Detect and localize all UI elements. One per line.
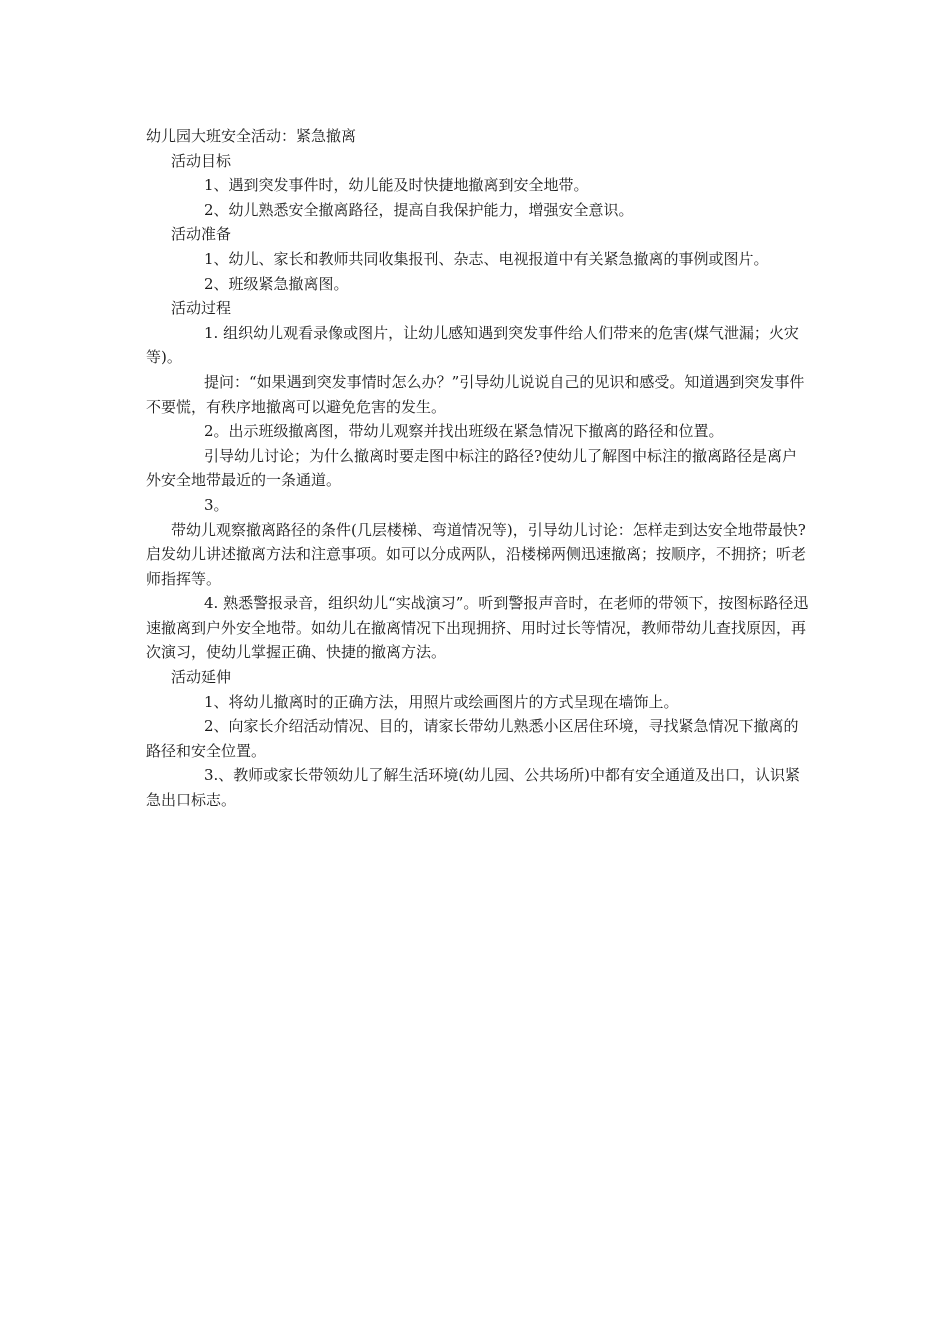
section-heading-process: 活动过程 xyxy=(171,299,232,318)
document-title: 幼儿园大班安全活动：紧急撤离 xyxy=(146,127,357,145)
process-item: 1. 组织幼儿观看录像或图片，让幼儿感知遇到突发事件给人们带来的危害(煤气泄漏；火灾等)。 xyxy=(146,323,799,367)
extension-item: 1、将幼儿撤离时的正确方法，用照片或绘画图片的方式呈现在墙饰上。 xyxy=(204,692,679,711)
extension-item: 2、向家长介绍活动情况、目的，请家长带幼儿熟悉小区居住环境，寻找紧急情况下撤离的路径和安全位置。 xyxy=(146,717,799,760)
goal-item: 2、幼儿熟悉安全撤离路径，提高自我保护能力，增强安全意识。 xyxy=(204,200,634,219)
process-item: 提问：“如果遇到突发事情时怎么办？”引导幼儿说说自己的见识和感受。知道遇到突发事件不要慌，有秩序地撤离可以避免危害的发生。 xyxy=(146,372,805,416)
section-heading-extension: 活动延伸 xyxy=(171,668,232,687)
goal-item: 1、遇到突发事件时，幼儿能及时快捷地撤离到安全地带。 xyxy=(204,176,589,195)
section-heading-goals: 活动目标 xyxy=(171,151,232,170)
process-item: 引导幼儿讨论；为什么撤离时要走图中标注的路径?使幼儿了解图中标注的撤离路径是离户外安全地带最近的一条通道。 xyxy=(146,446,798,490)
process-item: 4. 熟悉警报录音，组织幼儿“实战演习”。听到警报声音时，在老师的带领下，按图标路径迅速撤离到户外安全地带。如幼儿在撤离情况下出现拥挤、用时过长等情况，教师带幼儿查找原因，再次演习，使幼儿掌握正确、快捷的撤离方法。 xyxy=(146,594,809,662)
process-item: 3。 xyxy=(204,495,229,514)
process-item: 带幼儿观察撤离路径的条件(几层楼梯、弯道情况等)，引导幼儿讨论：怎样走到达安全地带最快?启发幼儿讲述撤离方法和注意事项。如可以分成两队，沿楼梯两侧迅速撤离；按顺序，不拥挤；听老师指挥等。 xyxy=(146,520,807,588)
preparation-item: 1、幼儿、家长和教师共同收集报刊、杂志、电视报道中有关紧急撤离的事例或图片。 xyxy=(204,249,769,268)
extension-item: 3.、教师或家长带领幼儿了解生活环境(幼儿园、公共场所)中都有安全通道及出口，认识紧急出口标志。 xyxy=(146,766,801,810)
preparation-item: 2、班级紧急撤离图。 xyxy=(204,274,349,293)
process-item: 2。出示班级撤离图，带幼儿观察并找出班级在紧急情况下撤离的路径和位置。 xyxy=(204,422,724,441)
section-heading-preparation: 活动准备 xyxy=(171,225,232,244)
document-body xyxy=(146,124,810,813)
